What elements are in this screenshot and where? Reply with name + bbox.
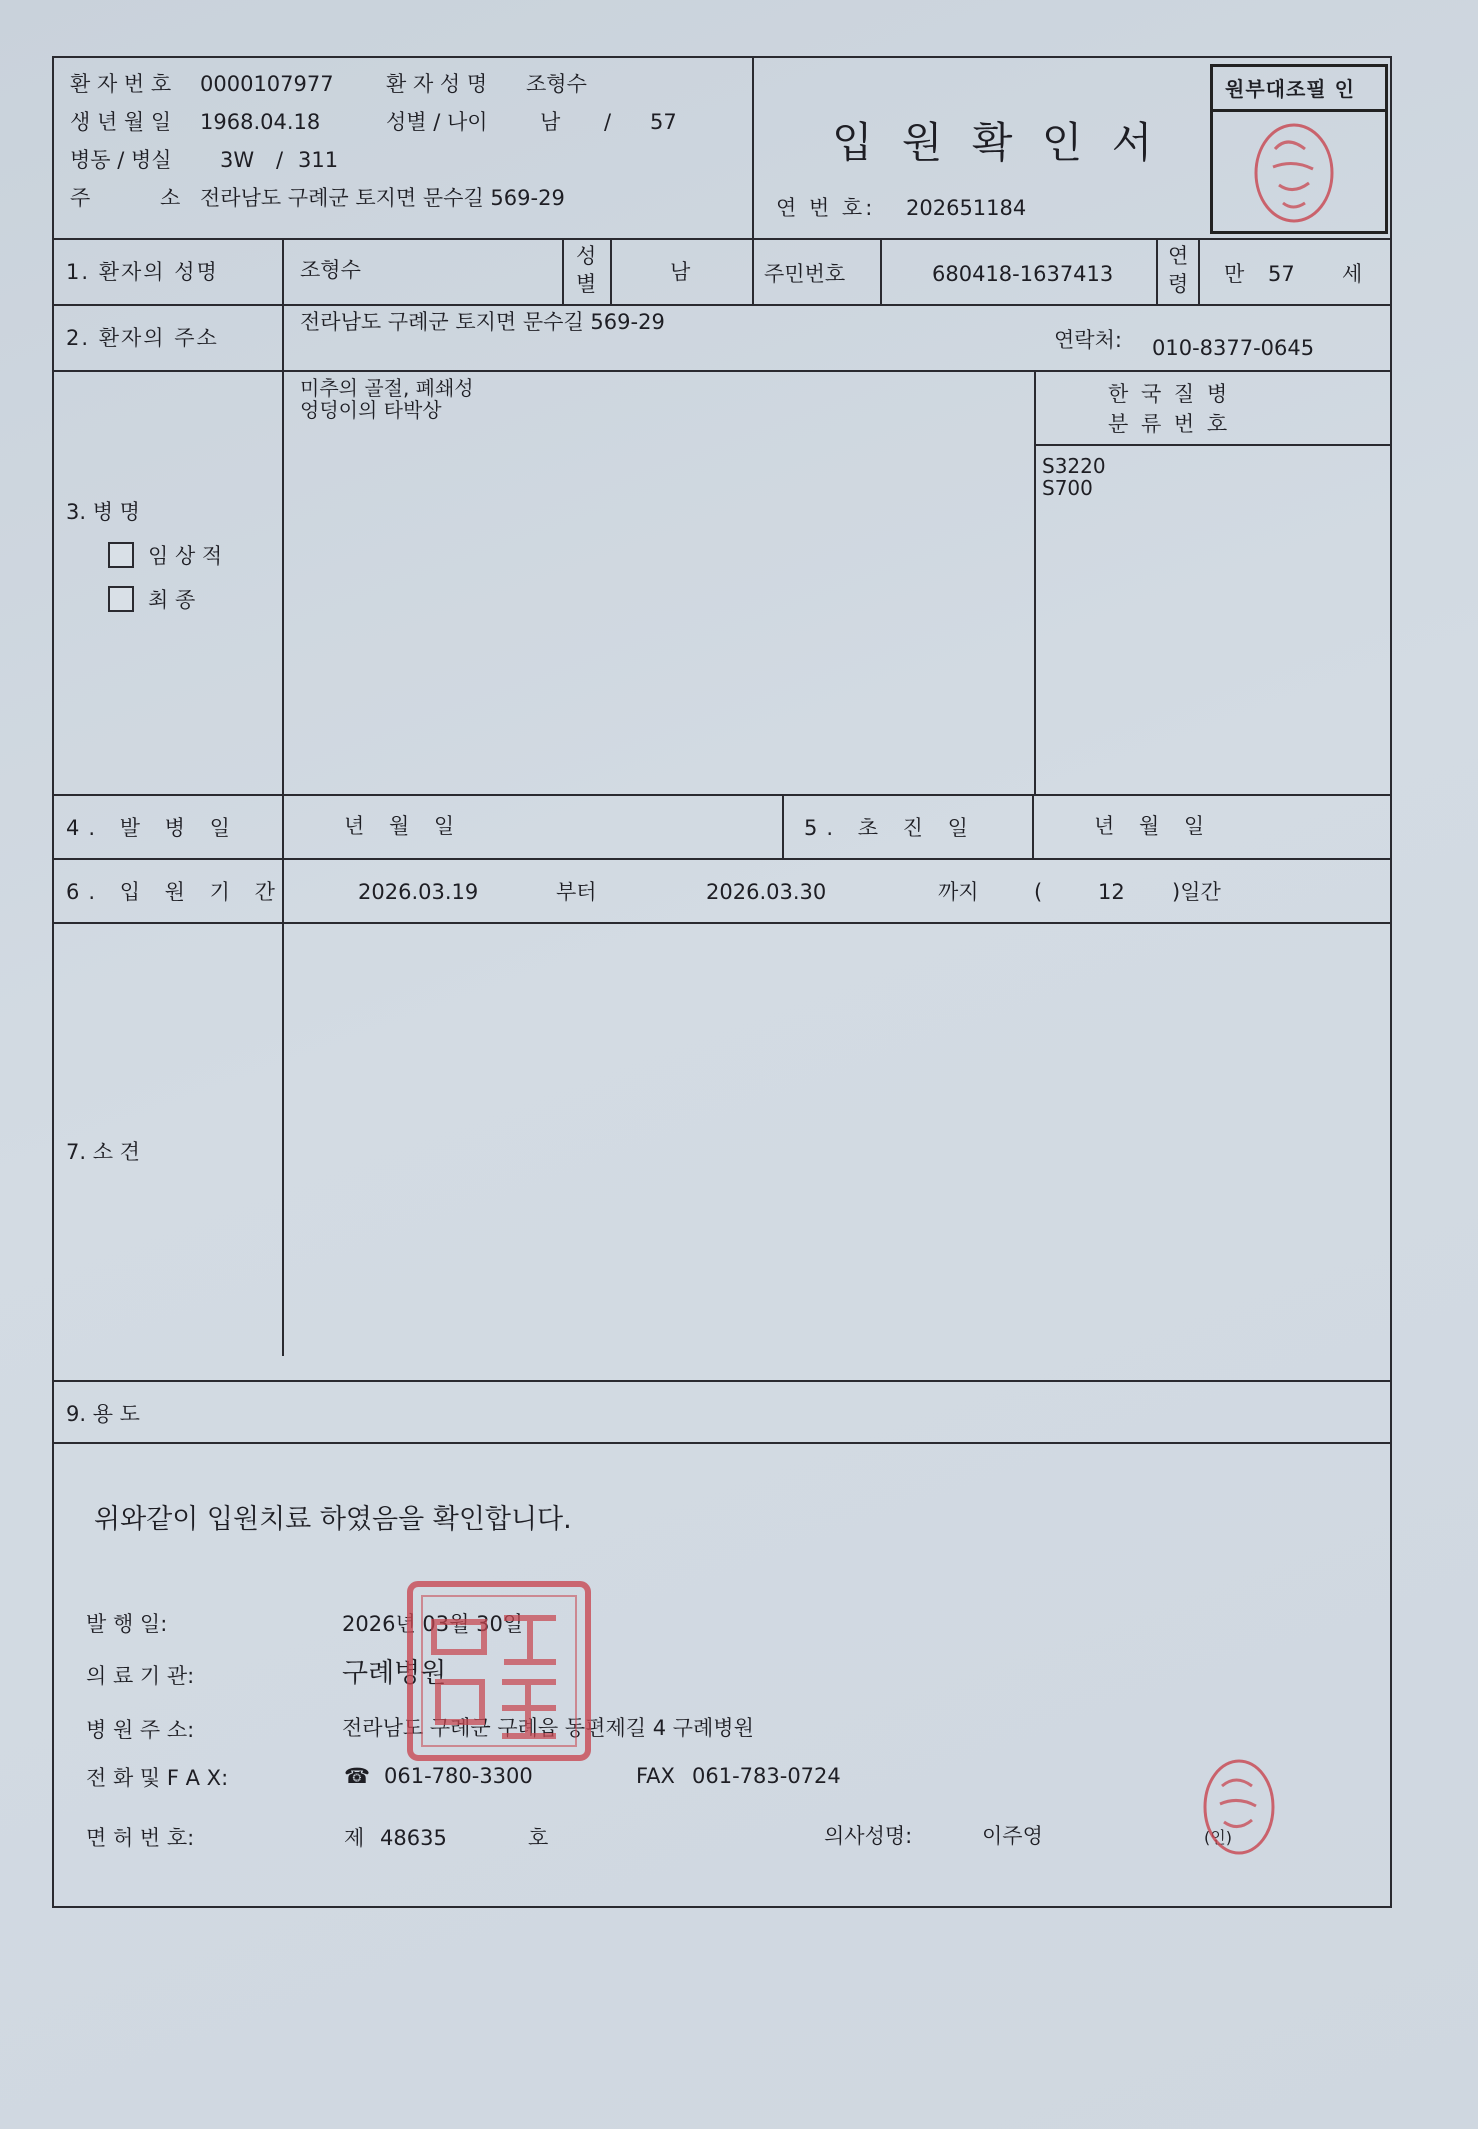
- serial-number: 202651184: [906, 196, 1027, 220]
- row3-label: 3. 병 명: [66, 500, 140, 524]
- header-bottom-line: [54, 238, 1392, 240]
- patient-no: 0000107977: [200, 72, 334, 96]
- final-checkbox[interactable]: [108, 586, 134, 612]
- doctor-seal-icon: [1194, 1752, 1284, 1862]
- sex-value: 남: [540, 110, 561, 134]
- ward-value: 3W: [220, 148, 255, 172]
- row1-divider-e: [1156, 238, 1158, 304]
- birth-date: 1968.04.18: [200, 110, 321, 134]
- kcd-code-2: S700: [1042, 476, 1093, 500]
- institution-name: 구례병원: [342, 1658, 447, 1689]
- kcd-header-line-1: 한 국 질 병: [1108, 382, 1231, 406]
- row1-rrn-label: 주민번호: [764, 262, 846, 286]
- row1-sex: 남: [670, 260, 691, 284]
- row1-name: 조형수: [300, 258, 361, 282]
- row1-bottom-line: [54, 304, 1392, 306]
- row1-divider-d: [880, 238, 882, 304]
- row1-divider-c: [752, 238, 754, 304]
- doctor-seal-mark: (인): [1204, 1828, 1232, 1847]
- row2-contact: 010-8377-0645: [1152, 336, 1315, 360]
- row4-bottom-line: [54, 858, 1392, 860]
- institution-label: 의 료 기 관:: [86, 1664, 195, 1688]
- license-number: 48635: [380, 1826, 447, 1850]
- row3-code-header-line: [1034, 444, 1392, 446]
- period-to-word: 까지: [938, 880, 979, 904]
- row4-divider-a: [782, 794, 784, 858]
- period-from-word: 부터: [556, 880, 597, 904]
- hospital-seal-icon: [404, 1578, 594, 1764]
- doctor-name: 이주영: [982, 1824, 1043, 1848]
- row1-divider-a: [562, 238, 564, 304]
- row2-contact-label: 연락처:: [1054, 328, 1122, 352]
- period-to: 2026.03.30: [706, 880, 827, 904]
- diagnosis-line-1: 미추의 골절, 폐쇄성: [300, 376, 474, 400]
- onset-label: 4. 발 병 일: [66, 816, 239, 840]
- row1-name-label: 1. 환자의 성명: [66, 260, 219, 284]
- admission-confirmation-form: [52, 56, 1392, 1908]
- confirmation-statement: 위와같이 입원치료 하였음을 확인합니다.: [94, 1504, 572, 1535]
- room-value: 311: [298, 148, 339, 172]
- verification-seal-icon: [1239, 115, 1349, 231]
- row1-divider-f: [1198, 238, 1200, 304]
- issue-date-label: 발 행 일:: [86, 1612, 168, 1636]
- row1-sex-label-1: 성: [576, 244, 597, 268]
- fax-number: 061-783-0724: [692, 1764, 841, 1788]
- birth-label: 생 년 월 일: [70, 110, 172, 134]
- first-visit-value: 년 월 일: [1094, 814, 1214, 838]
- row1-age-suffix: 세: [1342, 262, 1363, 286]
- stamp-box-title: 원부대조필 인: [1225, 77, 1355, 101]
- first-visit-label: 5. 초 진 일: [804, 816, 977, 840]
- period-paren-close: )일간: [1172, 880, 1221, 904]
- row9-bottom-line: [54, 1442, 1392, 1444]
- fax-label: FAX: [636, 1764, 675, 1788]
- license-suffix: 호: [528, 1826, 549, 1850]
- final-option-label: 최 종: [148, 588, 196, 612]
- row2-label: 2. 환자의 주소: [66, 326, 219, 350]
- phone-fax-label: 전 화 및 F A X:: [86, 1766, 229, 1790]
- clinical-checkbox[interactable]: [108, 542, 134, 568]
- row3-code-divider: [1034, 370, 1036, 794]
- verification-stamp-box: [1210, 64, 1388, 234]
- header-divider: [752, 58, 754, 238]
- kcd-header-line-2: 분 류 번 호: [1108, 412, 1231, 436]
- period-days: 12: [1098, 880, 1125, 904]
- phone-number: 061-780-3300: [384, 1764, 533, 1788]
- patient-no-label: 환 자 번 호: [70, 72, 172, 96]
- patient-name: 조형수: [526, 72, 587, 96]
- kcd-code-1: S3220: [1042, 454, 1106, 478]
- address-label-1: 주: [70, 186, 91, 210]
- purpose-label: 9. 용 도: [66, 1402, 140, 1426]
- row1-sex-label-2: 별: [576, 272, 597, 296]
- document-title: 입 원 확 인 서: [832, 118, 1161, 167]
- period-paren-open: (: [1034, 880, 1043, 904]
- row1-divider-b: [610, 238, 612, 304]
- serial-label: 연 번 호:: [776, 196, 876, 220]
- diagnosis-line-2: 엉덩이의 타박상: [300, 398, 442, 422]
- license-prefix: 제: [344, 1826, 365, 1850]
- doctor-name-label: 의사성명:: [824, 1824, 913, 1848]
- patient-name-label: 환 자 성 명: [386, 72, 488, 96]
- hospital-address-label: 병 원 주 소:: [86, 1718, 195, 1742]
- row1-age: 57: [1268, 262, 1295, 286]
- room-separator: /: [276, 148, 284, 172]
- age-separator: /: [604, 110, 612, 134]
- row2-address: 전라남도 구례군 토지면 문수길 569-29: [300, 310, 665, 334]
- clinical-option-label: 임 상 적: [148, 544, 223, 568]
- row2-bottom-line: [54, 370, 1392, 372]
- row1-age-prefix: 만: [1224, 262, 1245, 286]
- issue-date: 2026년 03월 30일: [342, 1612, 524, 1636]
- stamp-box-divider: [1213, 109, 1385, 112]
- ward-label: 병동 / 병실: [70, 148, 172, 172]
- opinion-label: 7. 소 견: [66, 1140, 140, 1164]
- license-label: 면 허 번 호:: [86, 1826, 195, 1850]
- period-from: 2026.03.19: [358, 880, 479, 904]
- phone-icon: ☎: [344, 1764, 371, 1788]
- header-address: 전라남도 구례군 토지면 문수길 569-29: [200, 186, 565, 210]
- row4-divider-b: [1032, 794, 1034, 858]
- row1-age-label-1: 연: [1168, 244, 1189, 268]
- label-column-divider: [282, 238, 284, 1356]
- period-label: 6. 입 원 기 간: [66, 880, 284, 904]
- row3-bottom-line: [54, 794, 1392, 796]
- row1-rrn: 680418-1637413: [932, 262, 1114, 286]
- address-label-2: 소: [160, 186, 181, 210]
- row7-bottom-line: [54, 1380, 1392, 1382]
- row6-bottom-line: [54, 922, 1392, 924]
- age-value: 57: [650, 110, 677, 134]
- onset-value: 년 월 일: [344, 814, 464, 838]
- row1-age-label-2: 령: [1168, 272, 1189, 296]
- sex-age-label: 성별 / 나이: [386, 110, 488, 134]
- hospital-address: 전라남도 구례군 구례읍 동편제길 4 구례병원: [342, 1716, 754, 1740]
